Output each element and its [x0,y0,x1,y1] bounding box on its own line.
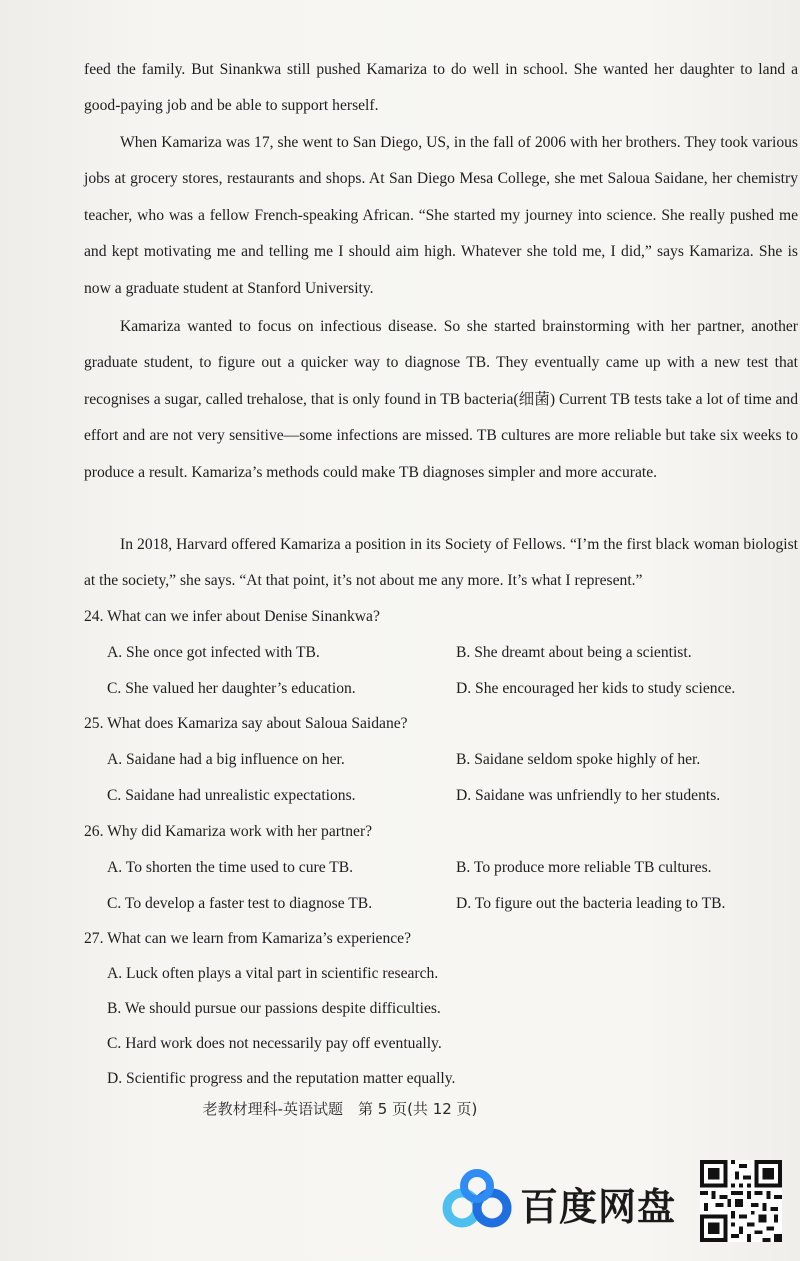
question-24-option-c: C. She valued her daughter’s education. [107,680,356,697]
question-27-option-c: C. Hard work does not necessarily pay off eventually. [107,1035,442,1052]
question-27-option-b: B. We should pursue our passions despite difficulties. [107,1000,441,1017]
passage-paragraph-3: Kamariza wanted to focus on infectious disease. So she started brainstorming with her partner, another graduate student, to figure out a quicker way to diagnose TB. They eventually came up with a new test that recognises a sugar, called trehalose, that is only found in TB bacteria(细菌) Current TB tests take a lot of time and effort and are not very sensitive—some infections are missed. TB cultures are more reliable but take six weeks to produce a result. Kamariza’s methods could make TB diagnoses simpler and more accurate. [84,318,798,481]
question-24-option-b: B. She dreamt about being a scientist. [456,644,692,661]
baidu-netdisk-brand-text: 百度网盘 [520,1185,677,1229]
question-26-option-c: C. To develop a faster test to diagnose TB. [107,895,373,912]
page-footer: 老教材理科-英语试题 第 5 页(共 12 页) [202,1100,478,1118]
baidu-netdisk-logo-icon [442,1168,516,1232]
question-25-option-d: D. Saidane was unfriendly to her students. [456,787,721,804]
question-26-option-a: A. To shorten the time used to cure TB. [107,859,354,876]
passage-paragraph-1: feed the family. But Sinankwa still pushed Kamariza to do well in school. She wanted her daughter to land a good-paying job and be able to support herself. [84,61,798,115]
passage-paragraph-4: In 2018, Harvard offered Kamariza a position in its Society of Fellows. “I’m the first black woman biologist at the society,” she says. “At that point, it’s not about me any more. It’s what I represent.” [84,536,798,590]
question-27-option-a: A. Luck often plays a vital part in scientific research. [107,965,439,982]
question-26-option-d: D. To figure out the bacteria leading to TB. [456,895,726,912]
question-24-stem: 24. What can we infer about Denise Sinankwa? [84,608,380,625]
question-27-stem: 27. What can we learn from Kamariza’s experience? [84,930,412,947]
question-24-option-d: D. She encouraged her kids to study science. [456,680,736,697]
question-24-option-a: A. She once got infected with TB. [107,644,320,661]
question-27-option-d: D. Scientific progress and the reputation matter equally. [107,1070,456,1087]
question-25-stem: 25. What does Kamariza say about Saloua Saidane? [84,715,408,732]
passage-paragraph-2: When Kamariza was 17, she went to San Diego, US, in the fall of 2006 with her brothers. They took various jobs at grocery stores, restaurants and shops. At San Diego Mesa College, she met Saloua Saidane, her chemistry teacher, who was a fellow French-speaking African. “She started my journey into science. She really pushed me and kept motivating me and telling me I should aim high. Whatever she told me, I did,” says Kamariza. She is now a graduate student at Stanford University. [84,134,798,297]
question-26-option-b: B. To produce more reliable TB cultures. [456,859,712,876]
question-25-option-b: B. Saidane seldom spoke highly of her. [456,751,701,768]
question-25-option-c: C. Saidane had unrealistic expectations. [107,787,356,804]
question-26-stem: 26. Why did Kamariza work with her partner? [84,823,373,840]
qr-code-icon [700,1160,782,1242]
question-25-option-a: A. Saidane had a big influence on her. [107,751,345,768]
